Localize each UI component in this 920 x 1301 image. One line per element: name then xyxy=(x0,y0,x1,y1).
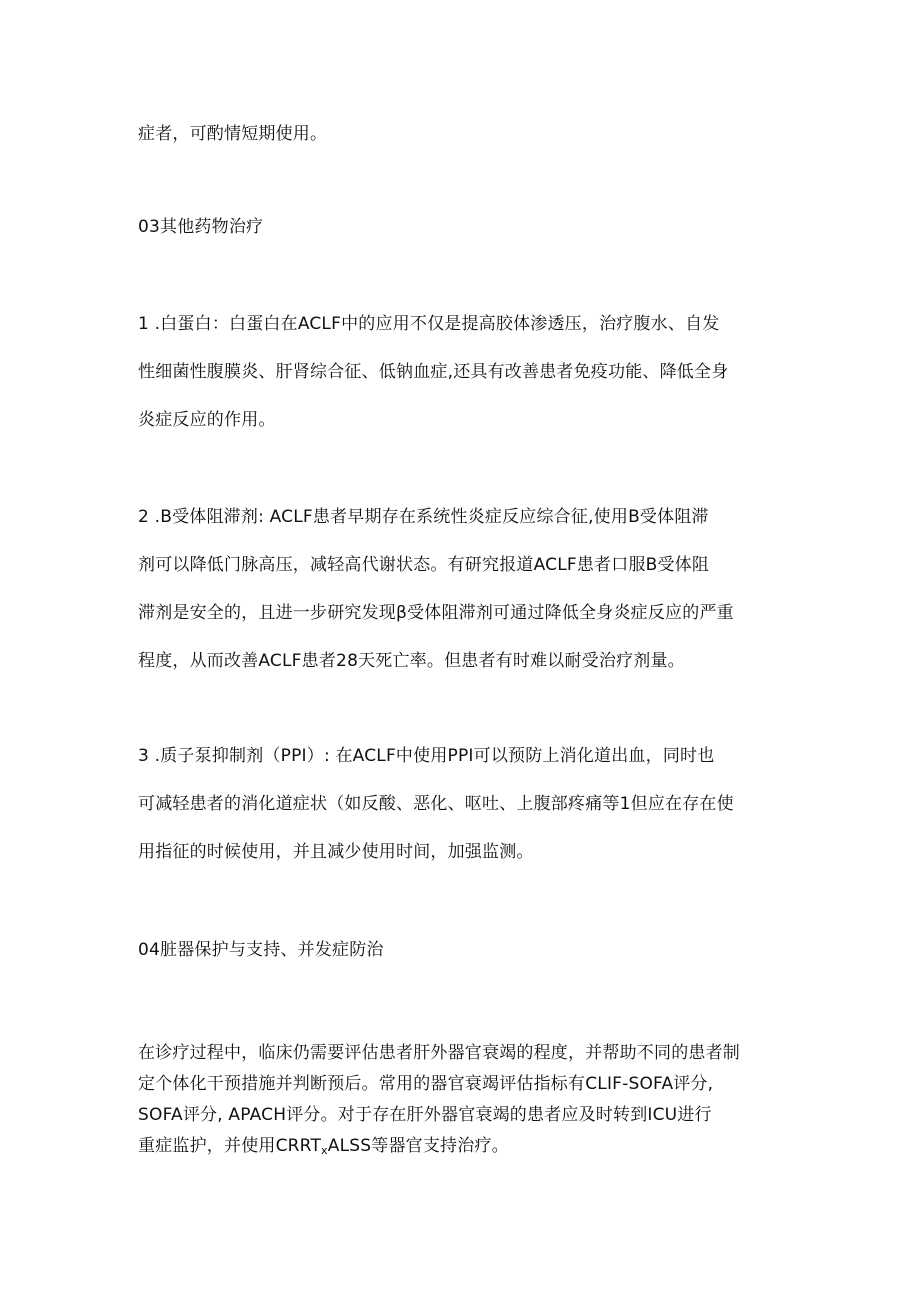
text-line: 性细菌性腹膜炎、肝肾综合征、低钠血症,还具有改善患者免疫功能、降低全身 xyxy=(138,362,729,382)
text-line: 3 .质子泵抑制剂（PPI）: 在ACLF中使用PPI可以预防上消化道出血，同时也 xyxy=(138,746,715,766)
text-line: 用指征的时候使用，并且减少使用时间，加强监测。 xyxy=(138,842,534,862)
item-1-albumin-paragraph xyxy=(138,300,798,444)
text-line-last xyxy=(138,1131,798,1166)
text-line: 症者，可酌情短期使用。 xyxy=(138,124,328,144)
item-2-beta-blocker-paragraph xyxy=(138,493,798,685)
text-line: 在诊疗过程中，临床仍需要评估患者肝外器官衰竭的程度，并帮助不同的患者制 xyxy=(138,1043,740,1063)
text-line: SOFA评分, APACH评分。对于存在肝外器官衰竭的患者应及时转到ICU进行 xyxy=(138,1105,712,1125)
intro-tail-paragraph xyxy=(138,110,798,158)
section-04-heading xyxy=(138,926,798,974)
text-line: 2 .B受体阻滞剂: ACLF患者早期存在系统性炎症反应综合征,使用B受体阻滞 xyxy=(138,507,709,527)
text-line: 可减轻患者的消化道症状（如反酸、恶化、呕吐、上腹部疼痛等1但应在存在使 xyxy=(138,794,734,814)
organ-support-paragraph xyxy=(138,1038,798,1166)
text-line: 1 .白蛋白：白蛋白在ACLF中的应用不仅是提高胶体渗透压，治疗腹水、自发 xyxy=(138,314,720,334)
text-line: 程度，从而改善ACLF患者28天死亡率。但患者有时难以耐受治疗剂量。 xyxy=(138,651,685,671)
heading-text: 03其他药物治疗 xyxy=(138,217,264,237)
text-segment: 重症监护，并使用CRRT xyxy=(138,1136,322,1156)
section-03-heading xyxy=(138,203,798,251)
text-line: 滞剂是安全的，且进一步研究发现β受体阻滞剂可通过降低全身炎症反应的严重 xyxy=(138,603,734,623)
text-segment: ALSS等器官支持治疗。 xyxy=(327,1136,509,1156)
text-line: 炎症反应的作用。 xyxy=(138,410,276,430)
heading-text: 04脏器保护与支持、并发症防治 xyxy=(138,940,384,960)
text-line: 定个体化干预措施并判断预后。常用的器官衰竭评估指标有CLIF-SOFA评分, xyxy=(138,1074,714,1094)
item-3-ppi-paragraph xyxy=(138,732,798,876)
text-line: 剂可以降低门脉高压，减轻高代谢状态。有研究报道ACLF患者口服B受体阻 xyxy=(138,555,710,575)
subscript-text: x xyxy=(321,1144,328,1157)
